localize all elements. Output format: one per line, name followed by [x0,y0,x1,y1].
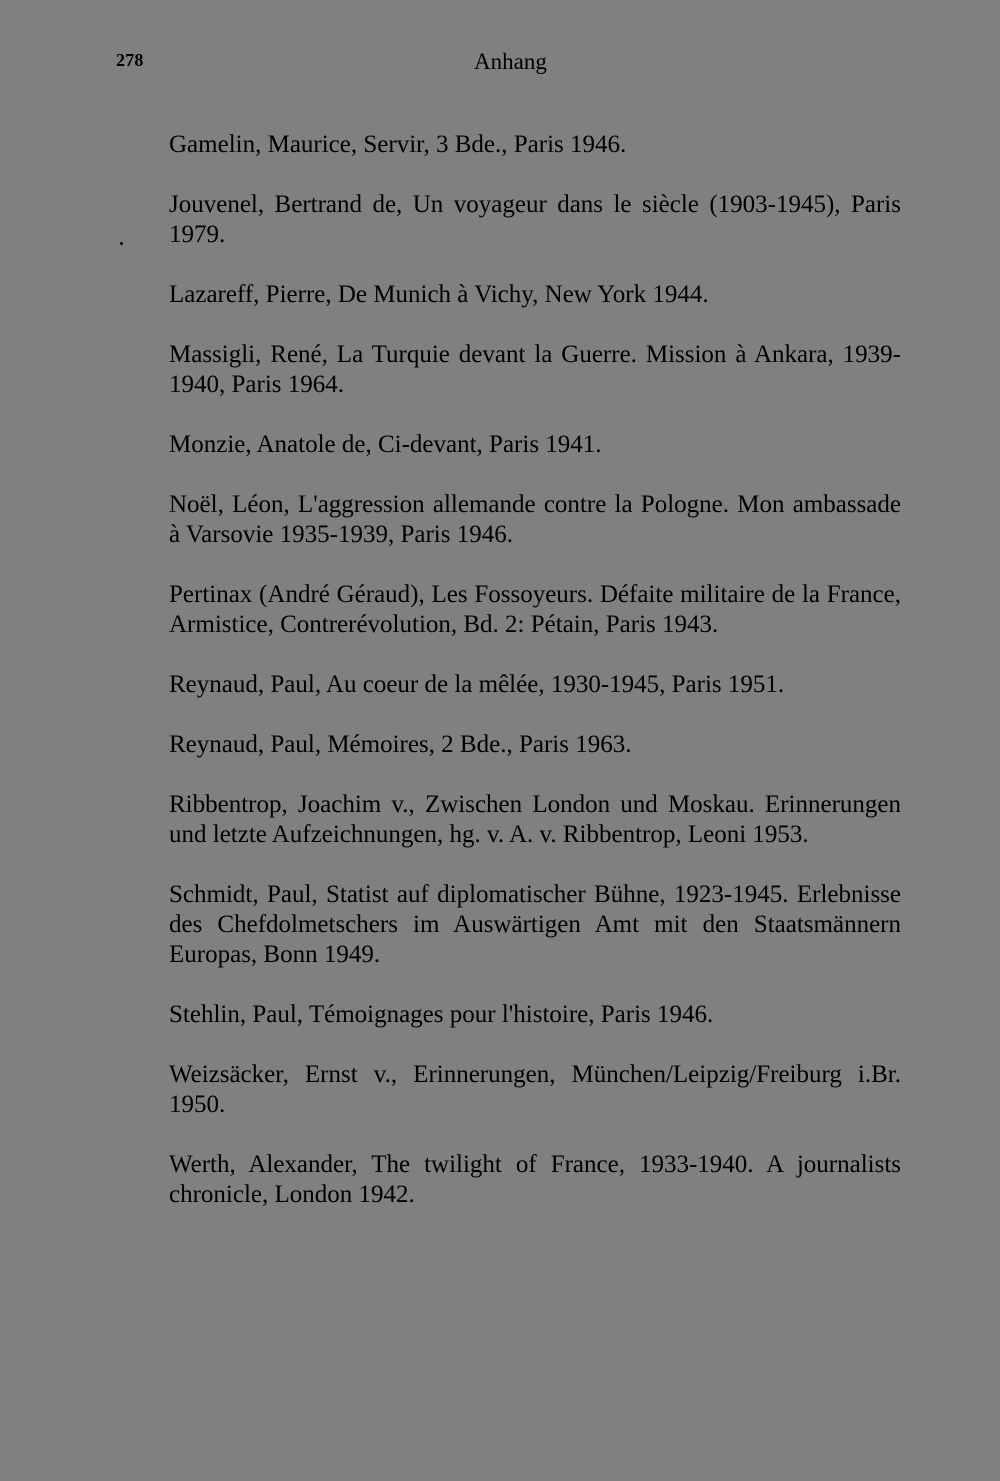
bibliography-entry: Schmidt, Paul, Statist auf diplomatischer Bühne, 1923-1945. Erlebnisse des Chefdolmetschers im Auswärtigen Amt mit den Staatsmännern Europas, Bonn 1949. [169,881,901,968]
bibliography-entry: Pertinax (André Géraud), Les Fossoyeurs. Défaite militaire de la France, Armistice, Contrerévolution, Bd. 2: Pétain, Paris 1943. [169,581,901,638]
bibliography-entry: Reynaud, Paul, Mémoires, 2 Bde., Paris 1963. [169,731,632,758]
bibliography-entry: Werth, Alexander, The twilight of France, 1933-1940. A journalists chronicle, London 1942. [169,1151,901,1208]
bibliography-entry: Jouvenel, Bertrand de, Un voyageur dans le siècle (1903-1945), Paris 1979. [169,191,901,248]
bibliography-entry: Weizsäcker, Ernst v., Erinnerungen, München/Leipzig/Freiburg i.Br. 1950. [169,1061,901,1118]
bibliography-entry: Stehlin, Paul, Témoignages pour l'histoire, Paris 1946. [169,1001,714,1028]
running-head: Anhang [474,49,547,74]
bibliography-entry: Massigli, René, La Turquie devant la Guerre. Mission à Ankara, 1939-1940, Paris 1964. [169,341,901,398]
bibliography-entry: Lazareff, Pierre, De Munich à Vichy, New York 1944. [169,281,709,308]
bibliography-entry: Ribbentrop, Joachim v., Zwischen London und Moskau. Erinnerungen und letzte Aufzeichnungen, hg. v. A. v. Ribbentrop, Leoni 1953. [169,791,901,848]
margin-mark [120,242,123,245]
bibliography-entry: Monzie, Anatole de, Ci-devant, Paris 1941. [169,431,602,458]
bibliography-entry: Noël, Léon, L'aggression allemande contre la Pologne. Mon ambassade à Varsovie 1935-1939, Paris 1946. [169,491,901,548]
bibliography-entry: Reynaud, Paul, Au coeur de la mêlée, 1930-1945, Paris 1951. [169,671,785,698]
bibliography-entry: Gamelin, Maurice, Servir, 3 Bde., Paris 1946. [169,131,627,158]
page-number: 278 [116,50,144,70]
bibliography-list [169,130,901,1210]
